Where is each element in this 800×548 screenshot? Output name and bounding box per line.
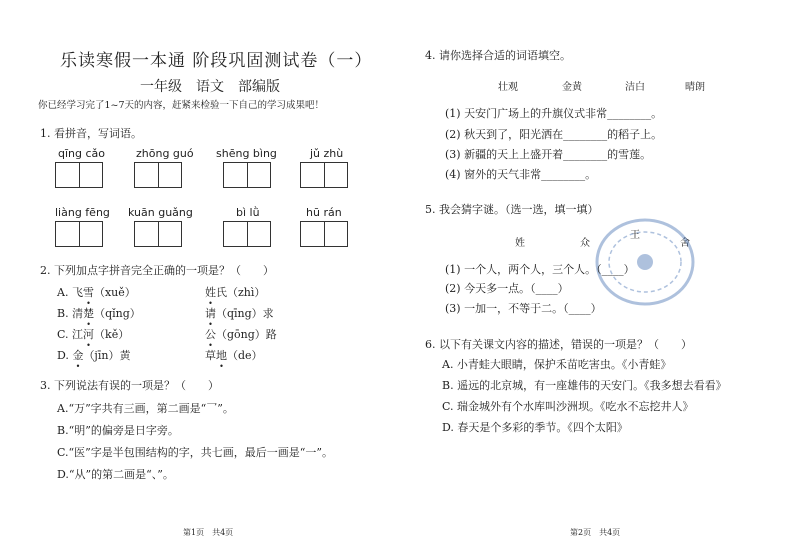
option-c-word-2 — [205, 326, 277, 342]
page-title: 乐读寒假一本通 阶段巩固测试卷（一） — [60, 51, 373, 71]
writing-grid[interactable] — [55, 162, 103, 188]
fill-blank-item[interactable]: (4) 窗外的天气非常________。 — [445, 168, 597, 181]
option-d[interactable]: D.“从”的第二画是“、”。 — [57, 468, 174, 481]
fill-blank-item[interactable]: (2) 秋天到了，阳光洒在________的稻子上。 — [445, 128, 663, 141]
option-text: 飞 — [71, 286, 83, 299]
question-1-title: 1. 看拼音，写词语。 — [40, 127, 142, 140]
option-b-word-2 — [205, 305, 274, 321]
option-text: 江 — [72, 328, 84, 341]
page-right — [400, 0, 800, 548]
dotted-char: 雪 — [82, 286, 94, 299]
writing-grid[interactable] — [223, 162, 271, 188]
riddle-item[interactable]: (2) 今天多一点。（____） — [445, 282, 569, 295]
question-4-title: 4. 请你选择合适的词语填空。 — [425, 49, 571, 62]
option-text: 氏（zhì） — [216, 286, 266, 299]
pinyin-label: qīng cǎo — [58, 147, 106, 160]
dotted-char: 金 — [72, 349, 84, 362]
option-label: C. — [57, 328, 69, 341]
pinyin-label: jǔ zhù — [310, 147, 344, 160]
option-c[interactable] — [57, 326, 129, 342]
question-5-title: 5. 我会猜字谜。（选一选，填一填） — [425, 203, 599, 216]
pinyin-label: liàng fēng — [55, 206, 110, 219]
option-a-word-2 — [205, 284, 265, 300]
option-c[interactable]: C.“医”字是半包围结构的字，共七画，最后一画是“一”。 — [57, 446, 334, 459]
option-text: （gōng）路 — [216, 328, 277, 341]
riddle-char-choice: 众 — [580, 238, 590, 249]
option-d[interactable] — [57, 347, 130, 363]
question-3-title: 3. 下列说法有误的一项是？（ ） — [40, 379, 219, 392]
option-c[interactable]: C. 瑞金城外有个水库叫沙洲坝。《吃水不忘挖井人》 — [442, 400, 694, 413]
riddle-char-choice: 舍 — [680, 238, 690, 249]
option-b[interactable]: B. 遥远的北京城，有一座雄伟的天安门。《我多想去看看》 — [442, 379, 727, 392]
riddle-char-choice: 王 — [630, 230, 640, 241]
question-6-title: 6. 以下有关课文内容的描述，错误的一项是？（ ） — [425, 338, 692, 351]
pinyin-label: zhōng guó — [136, 147, 194, 160]
word-choice: 洁白 — [625, 82, 645, 93]
option-d[interactable]: D. 春天是个多彩的季节。《四个太阳》 — [442, 421, 628, 434]
page-subtitle: 一年级 语文 部编版 — [140, 79, 280, 95]
option-text: 草 — [205, 349, 216, 362]
fill-blank-item[interactable]: (3) 新疆的天上上盛开着________的雪莲。 — [445, 148, 652, 161]
writing-grid[interactable] — [300, 221, 348, 247]
dotted-char: 姓 — [205, 286, 216, 299]
word-choice: 金黄 — [562, 82, 582, 93]
option-label: B. — [57, 307, 69, 320]
writing-grid[interactable] — [300, 162, 348, 188]
option-text: （qīng）求 — [216, 307, 274, 320]
dotted-char: 河 — [83, 328, 95, 341]
riddle-char-choice: 姓 — [515, 238, 525, 249]
question-2-title: 2. 下列加点字拼音完全正确的一项是？（ ） — [40, 264, 274, 277]
page-footer: 第1页 共4页 — [183, 528, 234, 537]
pinyin-label: shēng bìng — [216, 147, 277, 160]
option-text: （kě） — [94, 328, 130, 341]
dotted-char: 地 — [216, 349, 227, 362]
option-a[interactable]: A. 小青蛙大眼睛，保护禾苗吃害虫。《小青蛙》 — [442, 358, 672, 371]
option-text: （de） — [227, 349, 263, 362]
riddle-item[interactable]: (1) 一个人，两个人，三个人。（____） — [445, 263, 635, 276]
writing-grid[interactable] — [223, 221, 271, 247]
dotted-char: 请 — [205, 307, 216, 320]
word-choice: 壮观 — [498, 82, 518, 93]
option-text: （xuě） — [93, 286, 136, 299]
option-text: （jīn）黄 — [83, 349, 131, 362]
option-text: 清 — [72, 307, 84, 320]
dotted-char: 公 — [205, 328, 216, 341]
option-text: （qǐng） — [94, 307, 141, 320]
riddle-item[interactable]: (3) 一加一，不等于二。（____） — [445, 302, 602, 315]
pinyin-label: hū rán — [306, 206, 342, 219]
option-b[interactable]: B.“明”的偏旁是日字旁。 — [57, 424, 179, 437]
intro-text: 你已经学习完了1~7天的内容，赶紧来检验一下自己的学习成果吧！ — [38, 100, 325, 111]
option-a[interactable] — [57, 284, 136, 300]
pinyin-label: kuān guǎng — [128, 206, 193, 219]
page-footer: 第2页 共4页 — [570, 528, 621, 537]
writing-grid[interactable] — [55, 221, 103, 247]
option-label: A. — [57, 286, 69, 299]
writing-grid[interactable] — [134, 162, 182, 188]
word-choice: 晴朗 — [685, 82, 705, 93]
dotted-char: 楚 — [83, 307, 95, 320]
fill-blank-item[interactable]: (1) 天安门广场上的升旗仪式非常________。 — [445, 107, 663, 120]
option-a[interactable]: A.“万”字共有三画，第二画是“乛”。 — [57, 402, 234, 415]
option-b[interactable] — [57, 305, 141, 321]
writing-grid[interactable] — [134, 221, 182, 247]
option-d-word-2 — [205, 347, 263, 363]
pinyin-label: bì lǜ — [236, 206, 260, 219]
option-label: D. — [57, 349, 69, 362]
